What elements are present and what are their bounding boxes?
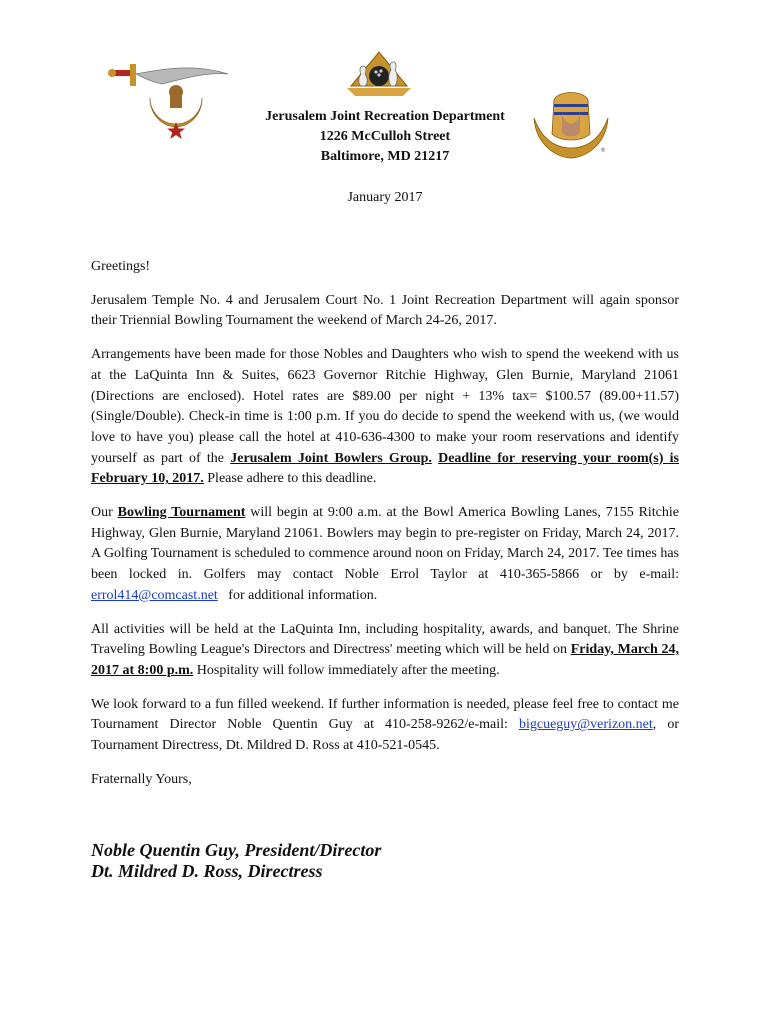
greeting: Greetings! <box>91 259 151 274</box>
group-name: Jerusalem Joint Bowlers Group. <box>230 450 432 466</box>
bowling-tournament-highlight: Bowling Tournament <box>117 505 246 521</box>
signature-president: Noble Quentin Guy, President/Director <box>91 840 382 860</box>
quentin-email-link[interactable]: bigcueguy@verizon.net <box>518 717 653 733</box>
svg-text:®: ® <box>600 147 606 154</box>
city-state-zip: Baltimore, MD 21217 <box>320 149 450 164</box>
closing: Fraternally Yours, <box>91 771 192 787</box>
signature-directress: Dt. Mildred D. Ross, Directress <box>91 861 323 881</box>
letter-body <box>91 257 679 803</box>
scimitar-guard-icon <box>130 64 136 86</box>
paragraph-activities: All activities will be held at the LaQuinta Inn, including hospitality, awards, and banquet. The Shrine Traveling Bowling League's Directors and Directress' meeting which will be held on Friday, March 24, 2017 at 8:00 p.m. Hospitality will follow immediately after the meeting. <box>91 621 679 678</box>
bowling-logo <box>343 48 415 98</box>
street-address: 1226 McCulloh Street <box>319 129 451 144</box>
reservation-deadline: Deadline for reserving your room(s) is February 10, 2017. <box>91 450 679 487</box>
paragraph-contact: We look forward to a fun filled weekend. If further information is needed, please feel free to contact me Tournament Director Noble Quentin Guy at 410-258-9262/e-mail: bigcueguy@verizon.net, or Tournament Directress, Dt. Mildred D. Ross at 410-521-0545. <box>91 696 679 754</box>
signature-block <box>91 840 381 882</box>
letterhead <box>0 107 770 167</box>
bowling-pin-icon <box>389 62 398 86</box>
paragraph-hotel: Arrangements have been made for those Nobles and Daughters who wish to spend the weekend with us at the LaQuinta Inn & Suites, 6623 Governor Ritchie Highway, Glen Burnie, Maryland 21061 (Directions are enclosed). Hotel rates are $89.00 per night + 13% tax= $100.57 (89.00+11.57) (Single/Double). Check-in time is 1:00 p.m. If you do decide to spend the weekend with us, (we would love to have you) please call the hotel at 410-636-4300 to make your room reservations and identify yourself as part of the Jerusalem Joint Bowlers Group. Deadline for reserving your room(s) is February 10, 2017. Please adhere to this deadline. <box>91 347 679 487</box>
scimitar-blade-icon <box>136 68 228 84</box>
letter-date: January 2017 <box>347 190 423 205</box>
paragraph-tournament: Our Bowling Tournament will begin at 9:00 a.m. at the Bowl America Bowling Lanes, 7155 Ritchie Highway, Glen Burnie, Maryland 21061. Bowlers may begin to pre-register on Friday, March 24, 2017. A Golfing Tournament is scheduled to commence around noon on Friday, March 24, 2017. Tee times has been locked in. Golfers may contact Noble Errol Taylor at 410-365-5866 or by e-mail: errol414@comcast.net for additional information. <box>91 505 680 603</box>
errol-email-link[interactable]: errol414@comcast.net <box>91 587 218 603</box>
org-name: Jerusalem Joint Recreation Department <box>265 109 505 124</box>
paragraph-intro: Jerusalem Temple No. 4 and Jerusalem Court No. 1 Joint Recreation Department will again sponsor their Triennial Bowling Tournament the weekend of March 24-26, 2017. <box>91 292 679 329</box>
meeting-time: Friday, March 24, 2017 at 8:00 p.m. <box>91 642 679 678</box>
